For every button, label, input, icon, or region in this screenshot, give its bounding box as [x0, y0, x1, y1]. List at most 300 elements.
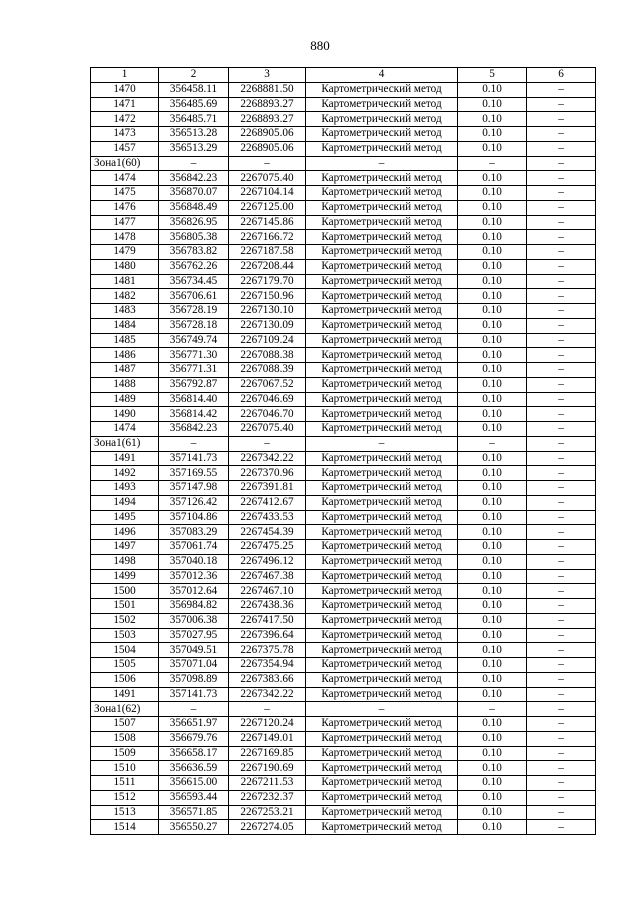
y-coordinate-cell: 2267046.70	[229, 407, 306, 422]
method-cell: Картометрический метод	[306, 259, 458, 274]
column-header: 2	[159, 68, 229, 83]
accuracy-cell: 0.10	[458, 141, 527, 156]
method-cell: Картометрический метод	[306, 407, 458, 422]
x-coordinate-cell: 356458.11	[159, 82, 229, 97]
zone-label-cell: Зона1(60)	[91, 156, 159, 171]
point-number-cell: 1486	[91, 348, 159, 363]
note-cell: –	[527, 466, 596, 481]
accuracy-cell: 0.10	[458, 304, 527, 319]
x-coordinate-cell: 356513.29	[159, 141, 229, 156]
point-number-cell: 1491	[91, 687, 159, 702]
note-cell: –	[527, 348, 596, 363]
method-cell: Картометрический метод	[306, 805, 458, 820]
method-cell: Картометрический метод	[306, 422, 458, 437]
x-coordinate-cell: 357012.36	[159, 569, 229, 584]
table-row	[91, 112, 596, 127]
accuracy-cell: 0.10	[458, 451, 527, 466]
method-cell: –	[306, 702, 458, 717]
x-coordinate-cell: 356870.07	[159, 186, 229, 201]
x-coordinate-cell: 357126.42	[159, 495, 229, 510]
accuracy-cell: 0.10	[458, 820, 527, 835]
x-coordinate-cell: 356848.49	[159, 200, 229, 215]
x-coordinate-cell: 356771.30	[159, 348, 229, 363]
accuracy-cell: 0.10	[458, 245, 527, 260]
accuracy-cell: 0.10	[458, 731, 527, 746]
note-cell: –	[527, 702, 596, 717]
zone-label-cell: Зона1(62)	[91, 702, 159, 717]
point-number-cell: 1485	[91, 333, 159, 348]
note-cell: –	[527, 333, 596, 348]
point-number-cell: 1502	[91, 613, 159, 628]
method-cell: Картометрический метод	[306, 451, 458, 466]
table-row	[91, 333, 596, 348]
y-coordinate-cell: 2267088.38	[229, 348, 306, 363]
table-row	[91, 245, 596, 260]
accuracy-cell: 0.10	[458, 554, 527, 569]
point-number-cell: 1470	[91, 82, 159, 97]
table-row	[91, 304, 596, 319]
accuracy-cell: 0.10	[458, 215, 527, 230]
accuracy-cell: 0.10	[458, 230, 527, 245]
table-row	[91, 259, 596, 274]
point-number-cell: 1507	[91, 717, 159, 732]
point-number-cell: 1500	[91, 584, 159, 599]
table-row	[91, 171, 596, 186]
x-coordinate-cell: 356513.28	[159, 127, 229, 142]
x-coordinate-cell: 356762.26	[159, 259, 229, 274]
table-row	[91, 746, 596, 761]
point-number-cell: 1490	[91, 407, 159, 422]
x-coordinate-cell: 356814.42	[159, 407, 229, 422]
accuracy-cell: 0.10	[458, 289, 527, 304]
method-cell: Картометрический метод	[306, 377, 458, 392]
note-cell: –	[527, 436, 596, 451]
point-number-cell: 1481	[91, 274, 159, 289]
y-coordinate-cell: 2268905.06	[229, 127, 306, 142]
x-coordinate-cell: 357027.95	[159, 628, 229, 643]
note-cell: –	[527, 127, 596, 142]
note-cell: –	[527, 97, 596, 112]
method-cell: Картометрический метод	[306, 628, 458, 643]
accuracy-cell: –	[458, 436, 527, 451]
x-coordinate-cell: 356771.31	[159, 363, 229, 378]
accuracy-cell: 0.10	[458, 318, 527, 333]
accuracy-cell: 0.10	[458, 363, 527, 378]
method-cell: Картометрический метод	[306, 141, 458, 156]
accuracy-cell: 0.10	[458, 643, 527, 658]
y-coordinate-cell: 2267417.50	[229, 613, 306, 628]
x-coordinate-cell: 357061.74	[159, 540, 229, 555]
point-number-cell: 1491	[91, 451, 159, 466]
note-cell: –	[527, 820, 596, 835]
accuracy-cell: 0.10	[458, 481, 527, 496]
point-number-cell: 1482	[91, 289, 159, 304]
y-coordinate-cell: 2268893.27	[229, 112, 306, 127]
table-row	[91, 495, 596, 510]
table-row	[91, 820, 596, 835]
note-cell: –	[527, 761, 596, 776]
note-cell: –	[527, 481, 596, 496]
method-cell: Картометрический метод	[306, 127, 458, 142]
method-cell: Картометрический метод	[306, 304, 458, 319]
y-coordinate-cell: 2267187.58	[229, 245, 306, 260]
method-cell: Картометрический метод	[306, 761, 458, 776]
y-coordinate-cell: 2267232.37	[229, 790, 306, 805]
table-row	[91, 230, 596, 245]
y-coordinate-cell: –	[229, 436, 306, 451]
method-cell: Картометрический метод	[306, 776, 458, 791]
note-cell: –	[527, 672, 596, 687]
x-coordinate-cell: 357049.51	[159, 643, 229, 658]
x-coordinate-cell: 357141.73	[159, 451, 229, 466]
note-cell: –	[527, 289, 596, 304]
zone-label-cell: Зона1(61)	[91, 436, 159, 451]
y-coordinate-cell: 2267433.53	[229, 510, 306, 525]
x-coordinate-cell: 357104.86	[159, 510, 229, 525]
note-cell: –	[527, 274, 596, 289]
column-header: 4	[306, 68, 458, 83]
note-cell: –	[527, 746, 596, 761]
x-coordinate-cell: 357071.04	[159, 658, 229, 673]
table-row	[91, 422, 596, 437]
note-cell: –	[527, 112, 596, 127]
table-row	[91, 525, 596, 540]
table-row	[91, 215, 596, 230]
x-coordinate-cell: 356792.87	[159, 377, 229, 392]
x-coordinate-cell: 356485.71	[159, 112, 229, 127]
table-row	[91, 540, 596, 555]
method-cell: Картометрический метод	[306, 554, 458, 569]
table-row	[91, 599, 596, 614]
y-coordinate-cell: 2267149.01	[229, 731, 306, 746]
table-row	[91, 289, 596, 304]
table-row	[91, 274, 596, 289]
point-number-cell: 1501	[91, 599, 159, 614]
note-cell: –	[527, 731, 596, 746]
table-row	[91, 658, 596, 673]
x-coordinate-cell: 356805.38	[159, 230, 229, 245]
table-row	[91, 717, 596, 732]
x-coordinate-cell: 357141.73	[159, 687, 229, 702]
note-cell: –	[527, 215, 596, 230]
y-coordinate-cell: 2267467.38	[229, 569, 306, 584]
method-cell: Картометрический метод	[306, 820, 458, 835]
x-coordinate-cell: 356728.19	[159, 304, 229, 319]
y-coordinate-cell: 2267104.14	[229, 186, 306, 201]
x-coordinate-cell: 356842.23	[159, 171, 229, 186]
zone-header-row	[91, 702, 596, 717]
method-cell: Картометрический метод	[306, 481, 458, 496]
method-cell: Картометрический метод	[306, 525, 458, 540]
method-cell: Картометрический метод	[306, 731, 458, 746]
note-cell: –	[527, 82, 596, 97]
note-cell: –	[527, 230, 596, 245]
point-number-cell: 1493	[91, 481, 159, 496]
y-coordinate-cell: 2267412.67	[229, 495, 306, 510]
table-row	[91, 186, 596, 201]
x-coordinate-cell: 357083.29	[159, 525, 229, 540]
table-row	[91, 377, 596, 392]
method-cell: Картометрический метод	[306, 392, 458, 407]
method-cell: Картометрический метод	[306, 171, 458, 186]
note-cell: –	[527, 200, 596, 215]
note-cell: –	[527, 584, 596, 599]
y-coordinate-cell: 2267169.85	[229, 746, 306, 761]
point-number-cell: 1496	[91, 525, 159, 540]
accuracy-cell: 0.10	[458, 259, 527, 274]
table-row	[91, 392, 596, 407]
y-coordinate-cell: 2267208.44	[229, 259, 306, 274]
x-coordinate-cell: 356814.40	[159, 392, 229, 407]
accuracy-cell: 0.10	[458, 613, 527, 628]
table-row	[91, 363, 596, 378]
accuracy-cell: 0.10	[458, 407, 527, 422]
accuracy-cell: 0.10	[458, 495, 527, 510]
accuracy-cell: 0.10	[458, 510, 527, 525]
method-cell: Картометрический метод	[306, 318, 458, 333]
point-number-cell: 1474	[91, 422, 159, 437]
accuracy-cell: 0.10	[458, 776, 527, 791]
method-cell: Картометрический метод	[306, 613, 458, 628]
x-coordinate-cell: 356571.85	[159, 805, 229, 820]
y-coordinate-cell: 2268905.06	[229, 141, 306, 156]
point-number-cell: 1494	[91, 495, 159, 510]
accuracy-cell: 0.10	[458, 761, 527, 776]
y-coordinate-cell: 2267342.22	[229, 687, 306, 702]
y-coordinate-cell: 2267179.70	[229, 274, 306, 289]
note-cell: –	[527, 643, 596, 658]
note-cell: –	[527, 318, 596, 333]
y-coordinate-cell: 2267190.69	[229, 761, 306, 776]
accuracy-cell: 0.10	[458, 569, 527, 584]
method-cell: Картометрический метод	[306, 672, 458, 687]
accuracy-cell: 0.10	[458, 687, 527, 702]
table-row	[91, 510, 596, 525]
point-number-cell: 1495	[91, 510, 159, 525]
y-coordinate-cell: 2268881.50	[229, 82, 306, 97]
point-number-cell: 1504	[91, 643, 159, 658]
y-coordinate-cell: 2267391.81	[229, 481, 306, 496]
note-cell: –	[527, 628, 596, 643]
point-number-cell: 1492	[91, 466, 159, 481]
x-coordinate-cell: –	[159, 702, 229, 717]
method-cell: Картометрический метод	[306, 97, 458, 112]
accuracy-cell: 0.10	[458, 525, 527, 540]
point-number-cell: 1473	[91, 127, 159, 142]
x-coordinate-cell: 356485.69	[159, 97, 229, 112]
y-coordinate-cell: 2267125.00	[229, 200, 306, 215]
y-coordinate-cell: 2267383.66	[229, 672, 306, 687]
point-number-cell: 1488	[91, 377, 159, 392]
x-coordinate-cell: 356679.76	[159, 731, 229, 746]
method-cell: Картометрический метод	[306, 510, 458, 525]
note-cell: –	[527, 613, 596, 628]
point-number-cell: 1489	[91, 392, 159, 407]
note-cell: –	[527, 687, 596, 702]
x-coordinate-cell: 356615.00	[159, 776, 229, 791]
y-coordinate-cell: 2267067.52	[229, 377, 306, 392]
y-coordinate-cell: 2267375.78	[229, 643, 306, 658]
point-number-cell: 1508	[91, 731, 159, 746]
y-coordinate-cell: –	[229, 702, 306, 717]
note-cell: –	[527, 407, 596, 422]
point-number-cell: 1474	[91, 171, 159, 186]
y-coordinate-cell: 2267130.09	[229, 318, 306, 333]
table-row	[91, 82, 596, 97]
x-coordinate-cell: 356706.61	[159, 289, 229, 304]
x-coordinate-cell: 356651.97	[159, 717, 229, 732]
note-cell: –	[527, 599, 596, 614]
column-header: 3	[229, 68, 306, 83]
point-number-cell: 1478	[91, 230, 159, 245]
accuracy-cell: 0.10	[458, 717, 527, 732]
table-row	[91, 127, 596, 142]
method-cell: Картометрический метод	[306, 746, 458, 761]
y-coordinate-cell: 2267253.21	[229, 805, 306, 820]
method-cell: Картометрический метод	[306, 289, 458, 304]
point-number-cell: 1506	[91, 672, 159, 687]
method-cell: Картометрический метод	[306, 599, 458, 614]
x-coordinate-cell: 356842.23	[159, 422, 229, 437]
accuracy-cell: 0.10	[458, 377, 527, 392]
point-number-cell: 1510	[91, 761, 159, 776]
method-cell: Картометрический метод	[306, 466, 458, 481]
note-cell: –	[527, 377, 596, 392]
x-coordinate-cell: 356636.59	[159, 761, 229, 776]
note-cell: –	[527, 658, 596, 673]
x-coordinate-cell: 356984.82	[159, 599, 229, 614]
y-coordinate-cell: 2267120.24	[229, 717, 306, 732]
method-cell: Картометрический метод	[306, 274, 458, 289]
table-header-row	[91, 68, 596, 83]
x-coordinate-cell: 356550.27	[159, 820, 229, 835]
accuracy-cell: 0.10	[458, 628, 527, 643]
table-row	[91, 569, 596, 584]
note-cell: –	[527, 259, 596, 274]
point-number-cell: 1512	[91, 790, 159, 805]
accuracy-cell: 0.10	[458, 540, 527, 555]
table-row	[91, 200, 596, 215]
method-cell: Картометрический метод	[306, 230, 458, 245]
method-cell: Картометрический метод	[306, 112, 458, 127]
table-row	[91, 731, 596, 746]
method-cell: Картометрический метод	[306, 82, 458, 97]
accuracy-cell: 0.10	[458, 82, 527, 97]
accuracy-cell: 0.10	[458, 200, 527, 215]
point-number-cell: 1499	[91, 569, 159, 584]
accuracy-cell: 0.10	[458, 171, 527, 186]
point-number-cell: 1513	[91, 805, 159, 820]
y-coordinate-cell: 2267438.36	[229, 599, 306, 614]
note-cell: –	[527, 540, 596, 555]
point-number-cell: 1483	[91, 304, 159, 319]
table-row	[91, 776, 596, 791]
method-cell: Картометрический метод	[306, 643, 458, 658]
method-cell: Картометрический метод	[306, 333, 458, 348]
method-cell: Картометрический метод	[306, 186, 458, 201]
point-number-cell: 1476	[91, 200, 159, 215]
point-number-cell: 1471	[91, 97, 159, 112]
x-coordinate-cell: 357040.18	[159, 554, 229, 569]
accuracy-cell: 0.10	[458, 333, 527, 348]
x-coordinate-cell: 356826.95	[159, 215, 229, 230]
point-number-cell: 1503	[91, 628, 159, 643]
table-row	[91, 613, 596, 628]
method-cell: Картометрический метод	[306, 658, 458, 673]
table-row	[91, 97, 596, 112]
x-coordinate-cell: 356749.74	[159, 333, 229, 348]
column-header: 1	[91, 68, 159, 83]
point-number-cell: 1487	[91, 363, 159, 378]
table-row	[91, 141, 596, 156]
accuracy-cell: 0.10	[458, 186, 527, 201]
method-cell: Картометрический метод	[306, 569, 458, 584]
point-number-cell: 1472	[91, 112, 159, 127]
point-number-cell: 1514	[91, 820, 159, 835]
accuracy-cell: 0.10	[458, 348, 527, 363]
accuracy-cell: 0.10	[458, 599, 527, 614]
point-number-cell: 1480	[91, 259, 159, 274]
y-coordinate-cell: 2267075.40	[229, 422, 306, 437]
y-coordinate-cell: 2267274.05	[229, 820, 306, 835]
table-row	[91, 407, 596, 422]
column-header: 6	[527, 68, 596, 83]
x-coordinate-cell: 356728.18	[159, 318, 229, 333]
accuracy-cell: 0.10	[458, 127, 527, 142]
note-cell: –	[527, 510, 596, 525]
note-cell: –	[527, 717, 596, 732]
method-cell: Картометрический метод	[306, 495, 458, 510]
method-cell: Картометрический метод	[306, 245, 458, 260]
accuracy-cell: 0.10	[458, 746, 527, 761]
table-body	[91, 82, 596, 834]
table-row	[91, 451, 596, 466]
point-number-cell: 1457	[91, 141, 159, 156]
method-cell: Картометрический метод	[306, 348, 458, 363]
table-row	[91, 554, 596, 569]
y-coordinate-cell: 2267396.64	[229, 628, 306, 643]
table-row	[91, 318, 596, 333]
accuracy-cell: 0.10	[458, 658, 527, 673]
y-coordinate-cell: 2267166.72	[229, 230, 306, 245]
y-coordinate-cell: –	[229, 156, 306, 171]
x-coordinate-cell: 356593.44	[159, 790, 229, 805]
point-number-cell: 1498	[91, 554, 159, 569]
x-coordinate-cell: 356658.17	[159, 746, 229, 761]
table-row	[91, 761, 596, 776]
method-cell: Картометрический метод	[306, 687, 458, 702]
method-cell: –	[306, 436, 458, 451]
table-row	[91, 687, 596, 702]
accuracy-cell: 0.10	[458, 790, 527, 805]
point-number-cell: 1497	[91, 540, 159, 555]
point-number-cell: 1475	[91, 186, 159, 201]
table-row	[91, 584, 596, 599]
y-coordinate-cell: 2267454.39	[229, 525, 306, 540]
method-cell: Картометрический метод	[306, 215, 458, 230]
x-coordinate-cell: –	[159, 156, 229, 171]
y-coordinate-cell: 2267467.10	[229, 584, 306, 599]
table-row	[91, 805, 596, 820]
column-header: 5	[458, 68, 527, 83]
note-cell: –	[527, 186, 596, 201]
x-coordinate-cell: 357147.98	[159, 481, 229, 496]
y-coordinate-cell: 2267475.25	[229, 540, 306, 555]
note-cell: –	[527, 363, 596, 378]
x-coordinate-cell: 357006.38	[159, 613, 229, 628]
note-cell: –	[527, 171, 596, 186]
zone-header-row	[91, 436, 596, 451]
